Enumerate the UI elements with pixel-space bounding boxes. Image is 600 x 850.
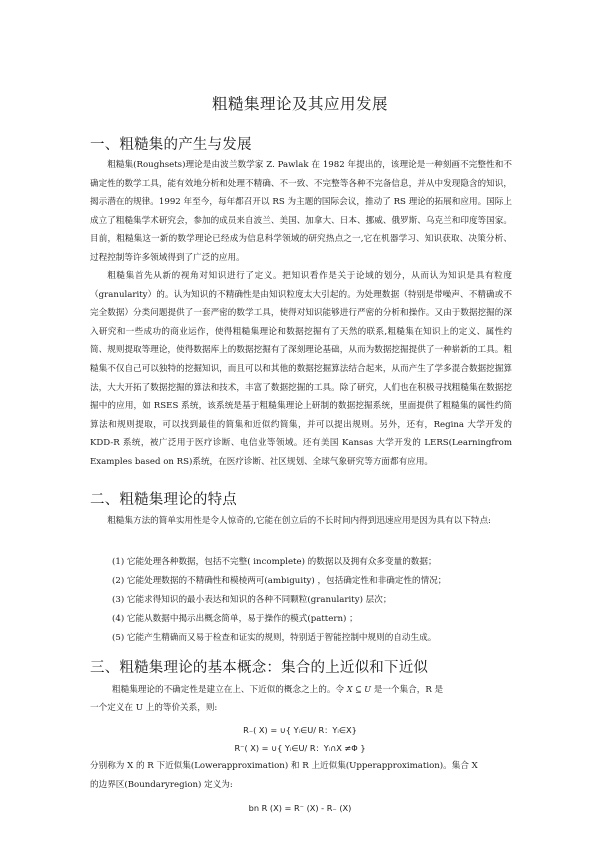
section-3-paragraph-1 bbox=[112, 681, 443, 700]
feature-item-1: (1) 它能处理各种数据，包括不完整( incomplete) 的数据以及拥有众多变量的数据； bbox=[112, 557, 437, 567]
section-3-paragraph-3: 的边界区(Boundaryregion) 定义为: bbox=[90, 780, 233, 790]
section-3-heading: 三、粗糙集理论的基本概念：集合的上近似和下近似 bbox=[90, 660, 429, 676]
upper-approximation-formula: R⁻( X) = ∪{ Yᵢ∈U/ R：Yᵢ∩X ≠Φ } bbox=[234, 743, 366, 753]
feature-item-5: (5) 它能产生精确而又易于检查和证实的规则，特别适于智能控制中规则的自动生成。 bbox=[112, 633, 437, 643]
section-2-heading: 二、粗糙集理论的特点 bbox=[90, 492, 237, 508]
section-1-paragraph-1: 粗糙集(Roughsets)理论是由波兰数学家 Z. Pawlak 在 1982 年提出的，该理论是一种刻画不完整性和不确定性的数学工具，能有效地分析和处理不精确、不一致、不完整等各种不完备信息，并从中发现隐含的知识，揭示潜在的规律。1992 年至今，每年都召开以 RS 为主题的国际会议，推动了 RS 理论的拓展和应用。国际上成立了粗糙集学术研究会，参加的成员来自波兰、美国、加拿大、日本、挪威、俄罗斯、乌克兰和印度等国家。目前，粗糙集这一新的数学理论已经成为信息科学领域的研究热点之一,它在机器学习、知识获取、决策分析、过程控制等许多领域得到了广泛的应用。 bbox=[90, 160, 512, 263]
boundary-region-formula: bn R (X) = R⁻ (X) - R₋ (X) bbox=[248, 803, 352, 813]
section-1-paragraph-2: 粗糙集首先从新的视角对知识进行了定义。把知识看作是关于论域的划分，从而认为知识是具有粒度（granularity）的。认为知识的不精确性是由知识粒度太大引起的。为处理数据（特别是带噪声、不精确或不完全数据）分类问题提供了一套严密的数学工具，使得对知识能够进行严密的分析和操作。又由于数据挖掘的深入研究和一些成功的商业运作，使得粗糙集理论和数据挖掘有了天然的联系,粗糙集在知识上的定义、属性约简、规则提取等理论，使得数据库上的数据挖掘有了深刻理论基础，从而为数据挖掘提供了一种崭新的工具。粗糙集不仅自己可以独特的挖掘知识，而且可以和其他的数据挖掘算法结合起来，从而产生了学多混合数据挖掘算法，大大开拓了数据挖掘的算法和技术，丰富了数据挖掘的工具。除了研究，人们也在积极寻找粗糙集在数据挖掘中的应用，如 RSES 系统，该系统是基于粗糙集理论上研制的数据挖掘系统，里面提供了粗糙集的属性约简算法和规则提取，可以找到最佳的简集和近似约简集，并可以提出规则。另外，还有，Regina 大学开发的 KDD-R 系统，被广泛用于医疗诊断、电信业等领域。还有美国 Kansas 大学开发的 LERS(Learningfrom Examples based on RS)系统，在医疗诊断、社区规划、全球气象研究等方面都有应用。 bbox=[90, 271, 512, 467]
subset-expression: X ⊆ U bbox=[346, 685, 372, 694]
feature-item-4: (4) 它能从数据中揭示出概念简单，易于操作的模式(pattern) ； bbox=[112, 614, 358, 624]
section-3-paragraph-2: 分别称为 X 的 R 下近似集(Lowerapproximation) 和 R 上近似集(Upperapproximation)。集合 X bbox=[90, 761, 478, 771]
lower-approximation-formula: R₋( X) = ∪{ Yᵢ∈U/ R：Yᵢ∈X} bbox=[243, 725, 357, 735]
section-3-paragraph-1-line-2: 一个定义在 U 上的等价关系，则: bbox=[90, 703, 218, 713]
document-title: 粗糙集理论及其应用发展 bbox=[211, 95, 388, 113]
section-2-paragraph-1: 粗糙集方法的简单实用性是令人惊奇的,它能在创立后的不长时间内得到迅速应用是因为具有以下特点: bbox=[107, 516, 491, 526]
section-3-text-a: 粗糙集理论的不确定性是建立在上、下近似的概念之上的。令 bbox=[112, 685, 345, 695]
section-1-heading: 一、粗糙集的产生与发展 bbox=[90, 137, 252, 153]
feature-item-3: (3) 它能求得知识的最小表达和知识的各种不同颗粒(granularity) 层次； bbox=[112, 595, 392, 605]
section-3-text-b: 是一个集合，R 是 bbox=[373, 685, 444, 695]
feature-item-2: (2) 它能处理数据的不精确性和模棱两可(ambiguity) ，包括确定性和非确定性的情况； bbox=[112, 576, 447, 586]
